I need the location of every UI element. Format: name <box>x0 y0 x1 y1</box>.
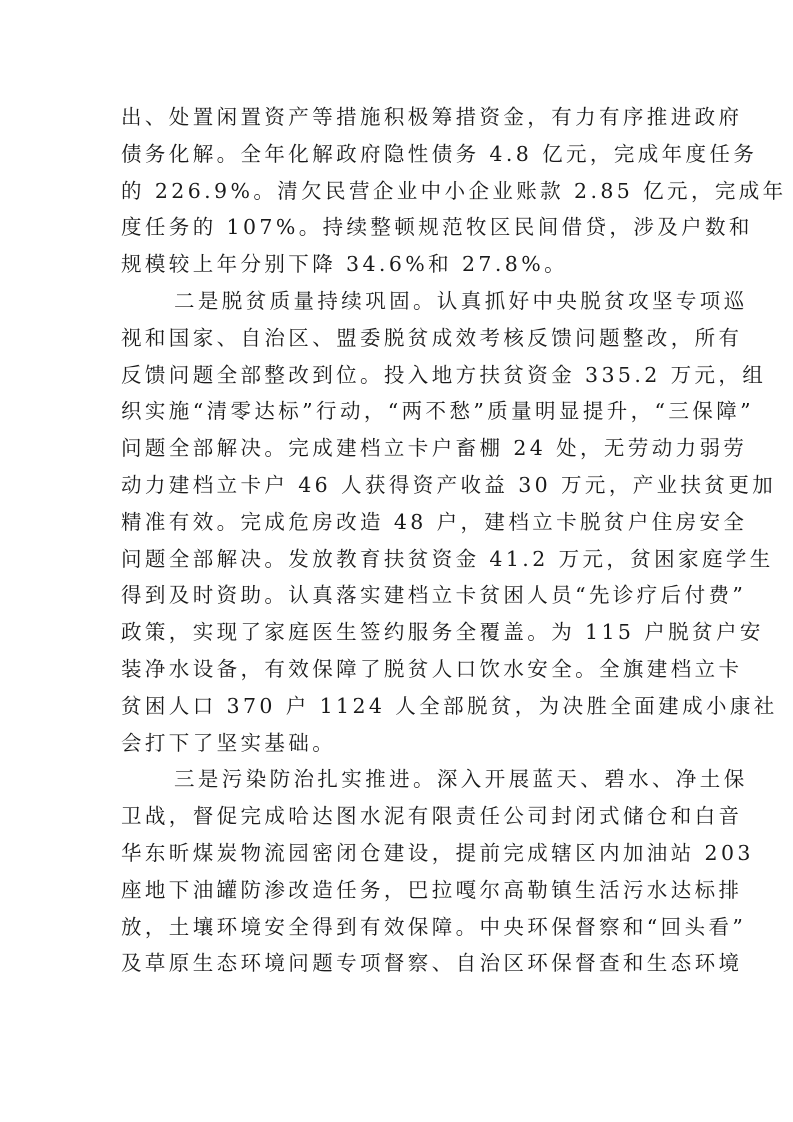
text-line: 视和国家、自治区、盟委脱贫成效考核反馈问题整改，所有 <box>121 325 743 350</box>
text-line: 放，土壤环境安全得到有效保障。中央环保督察和“回头看” <box>121 914 747 939</box>
text-line: 政策，实现了家庭医生签约服务全覆盖。为 115 户脱贫户安 <box>121 620 764 645</box>
text-line: 问题全部解决。完成建档立卡户畜棚 24 处，无劳动力弱劳 <box>121 436 748 461</box>
text-line: 出、处置闲置资产等措施积极筹措资金，有力有序推进政府 <box>121 105 743 129</box>
text-line: 度任务的 107%。持续整顿规范牧区民间借贷，涉及户数和 <box>121 215 753 240</box>
text-line: 卫战，督促完成哈达图水泥有限责任公司封闭式储仓和白音 <box>121 804 743 829</box>
text-line: 得到及时资助。认真落实建档立卡贫困人员“先诊疗后付费” <box>121 583 747 608</box>
text-line: 三是污染防治扎实推进。深入开展蓝天、碧水、净土保 <box>174 767 748 792</box>
text-line: 贫困人口 370 户 1124 人全部脱贫，为决胜全面建成小康社 <box>121 693 778 718</box>
text-line: 华东昕煤炭物流园密闭仓建设，提前完成辖区内加油站 203 <box>121 840 754 865</box>
text-line: 织实施“清零达标”行动，“两不愁”质量明显提升，“三保障” <box>121 399 754 424</box>
text-line: 反馈问题全部整改到位。投入地方扶贫资金 335.2 万元，组 <box>121 362 767 387</box>
text-line: 会打下了坚实基础。 <box>121 730 337 755</box>
text-line: 二是脱贫质量持续巩固。认真抓好中央脱贫攻坚专项巡 <box>174 288 748 313</box>
text-line: 动力建档立卡户 46 人获得资产收益 30 万元，产业扶贫更加 <box>121 472 777 497</box>
text-line: 精准有效。完成危房改造 48 户，建档立卡脱贫户住房安全 <box>121 509 748 534</box>
text-line: 规模较上年分别下降 34.6%和 27.8%。 <box>121 252 568 277</box>
text-line: 及草原生态环境问题专项督察、自治区环保督查和生态环境 <box>121 951 743 976</box>
text-line: 债务化解。全年化解政府隐性债务 4.8 亿元，完成年度任务 <box>121 141 758 166</box>
document-body <box>121 99 787 982</box>
text-line: 装净水设备，有效保障了脱贫人口饮水安全。全旗建档立卡 <box>121 656 743 681</box>
text-line: 的 226.9%。清欠民营企业中小企业账款 2.85 亿元，完成年 <box>121 178 787 203</box>
paragraph-poverty-alleviation <box>121 283 778 761</box>
text-line: 问题全部解决。发放教育扶贫资金 41.2 万元，贫困家庭学生 <box>121 546 774 571</box>
paragraph-pollution-control <box>121 761 754 982</box>
text-line: 座地下油罐防渗改造任务，巴拉嘎尔高勒镇生活污水达标排 <box>121 877 743 902</box>
paragraph-debt-resolution <box>121 99 787 283</box>
